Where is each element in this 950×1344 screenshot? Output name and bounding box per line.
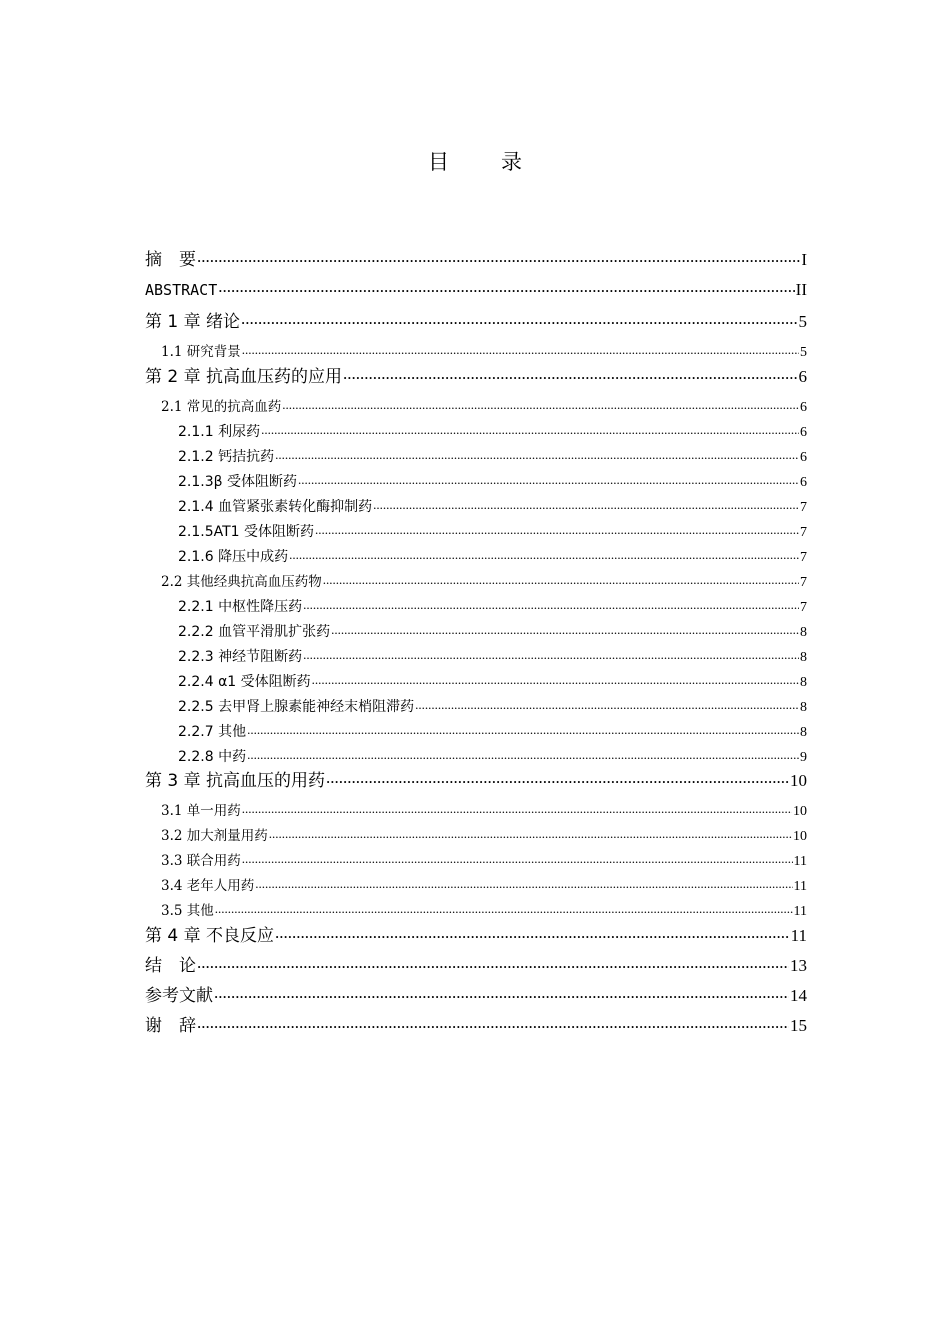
toc-entry-abstract-cn[interactable]	[145, 248, 807, 269]
toc-entry-label: 2.1.4 血管紧张素转化酶抑制药	[178, 499, 373, 515]
toc-entry-page: 15	[790, 1016, 807, 1035]
toc-entry-section-2-2-1[interactable]	[178, 597, 807, 615]
toc-entry-page: 8	[800, 675, 807, 690]
toc-entry-page: I	[801, 250, 807, 269]
toc-entry-section-3-2[interactable]	[161, 826, 807, 844]
toc-entry-page: 10	[793, 803, 807, 819]
toc-entry-abstract-en[interactable]	[145, 280, 807, 298]
toc-entry-section-3-4[interactable]	[161, 876, 807, 894]
toc-entry-section-2-1-4[interactable]	[178, 497, 807, 515]
toc-entry-section-2-1-2[interactable]	[178, 447, 807, 465]
toc-entry-label: 2.1 常见的抗高血药	[161, 398, 282, 415]
toc-entry-section-2-1[interactable]	[161, 397, 807, 415]
toc-title-part2: 录	[501, 150, 522, 174]
toc-leader	[255, 876, 792, 890]
toc-leader	[312, 672, 799, 686]
toc-leader	[315, 522, 799, 536]
toc-entry-section-2-2-2[interactable]	[178, 622, 807, 640]
toc-entry-page: 6	[800, 425, 807, 440]
toc-entry-section-2-2-5[interactable]	[178, 697, 807, 715]
toc-entry-section-3-5[interactable]	[161, 901, 807, 919]
toc-entry-label: 第 4 章 不良反应	[145, 926, 275, 946]
toc-leader	[415, 697, 799, 711]
toc-entry-acknowledgements[interactable]	[145, 1014, 807, 1035]
toc-leader	[242, 851, 793, 865]
toc-entry-section-2-1-5[interactable]	[178, 522, 807, 540]
toc-entry-page: 6	[800, 399, 807, 415]
toc-entry-label: 2.2.2 血管平滑肌扩张药	[178, 624, 331, 640]
toc-entry-label: 2.2.3 神经节阻断药	[178, 649, 303, 665]
toc-leader	[373, 497, 799, 511]
toc-entry-label: 摘 要	[145, 250, 196, 270]
toc-entry-section-3-3[interactable]	[161, 851, 807, 869]
toc-title-part1: 目	[428, 150, 449, 174]
toc-entry-page: 11	[793, 878, 807, 894]
toc-entry-page: 7	[800, 525, 807, 540]
toc-entry-conclusion[interactable]	[145, 954, 807, 975]
toc-entry-page: 8	[800, 625, 807, 640]
toc-entry-chapter-4[interactable]	[145, 924, 807, 945]
toc-entry-page: 14	[790, 986, 807, 1005]
toc-entry-references[interactable]	[145, 984, 807, 1005]
toc-leader	[215, 901, 793, 915]
toc-entry-section-2-2-7[interactable]	[178, 722, 807, 740]
toc-entry-page: 8	[800, 725, 807, 740]
toc-entry-chapter-3[interactable]	[145, 769, 807, 790]
toc-entry-label: 3.5 其他	[161, 902, 214, 919]
toc-leader	[303, 647, 799, 661]
toc-entry-page: 7	[800, 550, 807, 565]
toc-entry-label: 3.4 老年人用药	[161, 877, 255, 894]
toc-entry-label: 2.1.1 利尿药	[178, 424, 261, 440]
toc-leader	[197, 1014, 789, 1031]
toc-entry-page: 13	[790, 956, 807, 975]
toc-title	[0, 146, 950, 176]
toc-leader	[197, 954, 789, 971]
toc-leader	[275, 924, 790, 941]
toc-entry-label: 1.1 研究背景	[161, 343, 241, 360]
toc-leader	[298, 472, 799, 486]
toc-entry-label: 第 3 章 抗高血压的用药	[145, 771, 326, 791]
toc-leader	[323, 572, 799, 586]
toc-entry-label: 第 1 章 绪论	[145, 312, 241, 332]
toc-entry-section-2-2[interactable]	[161, 572, 807, 590]
toc-entry-page: II	[795, 280, 807, 299]
toc-entry-page: 8	[800, 700, 807, 715]
toc-entry-section-2-2-3[interactable]	[178, 647, 807, 665]
toc-entry-section-3-1[interactable]	[161, 801, 807, 819]
toc-leader	[197, 248, 800, 265]
toc-entry-label: 2.1.2 钙拮抗药	[178, 449, 275, 465]
toc-entry-page: 7	[800, 600, 807, 615]
toc-entry-page: 5	[800, 344, 807, 360]
toc-entry-page: 7	[800, 574, 807, 590]
toc-entry-section-2-2-8[interactable]	[178, 747, 807, 765]
toc-entry-label: 3.3 联合用药	[161, 852, 241, 869]
toc-entry-section-1-1[interactable]	[161, 342, 807, 360]
toc-entry-page: 11	[793, 903, 807, 919]
toc-entry-label: 谢 辞	[145, 1016, 196, 1036]
toc-entry-label: 3.2 加大剂量用药	[161, 827, 268, 844]
toc-entry-label: 2.1.3β 受体阻断药	[178, 474, 298, 490]
toc-entry-label: 2.2.4 α1 受体阻断药	[178, 674, 311, 690]
toc-entry-chapter-2[interactable]	[145, 365, 807, 386]
toc-entry-page: 6	[798, 367, 807, 386]
toc-entry-page: 7	[800, 500, 807, 515]
toc-entry-page: 5	[798, 312, 807, 331]
toc-entry-section-2-1-6[interactable]	[178, 547, 807, 565]
toc-entry-section-2-1-1[interactable]	[178, 422, 807, 440]
toc-entry-label: 2.2.5 去甲肾上腺素能神经末梢阻滞药	[178, 699, 415, 715]
toc-leader	[343, 365, 797, 382]
toc-entry-label: ABSTRACT	[145, 281, 218, 299]
toc-entry-label: 2.2.7 其他	[178, 724, 247, 740]
toc-entry-page: 9	[800, 750, 807, 765]
toc-leader	[247, 747, 799, 761]
toc-entry-section-2-1-3[interactable]	[178, 472, 807, 490]
toc-leader	[331, 622, 799, 636]
toc-leader	[218, 280, 794, 295]
toc-entry-label: 2.2.8 中药	[178, 749, 247, 765]
toc-leader	[303, 597, 799, 611]
toc-entry-label: 2.2 其他经典抗高血压药物	[161, 573, 322, 590]
toc-leader	[261, 422, 799, 436]
toc-entry-page: 6	[800, 450, 807, 465]
toc-entry-label: 参考文献	[145, 986, 213, 1006]
toc-leader	[289, 547, 799, 561]
toc-entry-page: 10	[790, 771, 807, 790]
toc-leader	[242, 801, 792, 815]
toc-entry-page: 11	[793, 853, 807, 869]
toc-entry-label: 2.1.6 降压中成药	[178, 549, 289, 565]
toc-entry-section-2-2-4[interactable]	[178, 672, 807, 690]
toc-entry-label: 结 论	[145, 956, 196, 976]
toc-leader	[214, 984, 789, 1001]
toc-leader	[269, 826, 792, 840]
toc-entry-chapter-1[interactable]	[145, 310, 807, 331]
toc-entry-page: 6	[800, 475, 807, 490]
toc-entry-label: 2.1.5AT1 受体阻断药	[178, 524, 315, 540]
toc-leader	[241, 310, 797, 327]
toc-leader	[242, 342, 799, 356]
toc-entry-label: 2.2.1 中枢性降压药	[178, 599, 303, 615]
toc-leader	[247, 722, 799, 736]
toc-leader	[275, 447, 799, 461]
toc-leader	[282, 397, 799, 411]
toc-entry-page: 10	[793, 828, 807, 844]
toc-entry-label: 3.1 单一用药	[161, 802, 241, 819]
toc-entry-page: 8	[800, 650, 807, 665]
toc-entry-label: 第 2 章 抗高血压药的应用	[145, 367, 343, 387]
toc-entry-page: 11	[790, 926, 807, 945]
toc-leader	[326, 769, 789, 786]
